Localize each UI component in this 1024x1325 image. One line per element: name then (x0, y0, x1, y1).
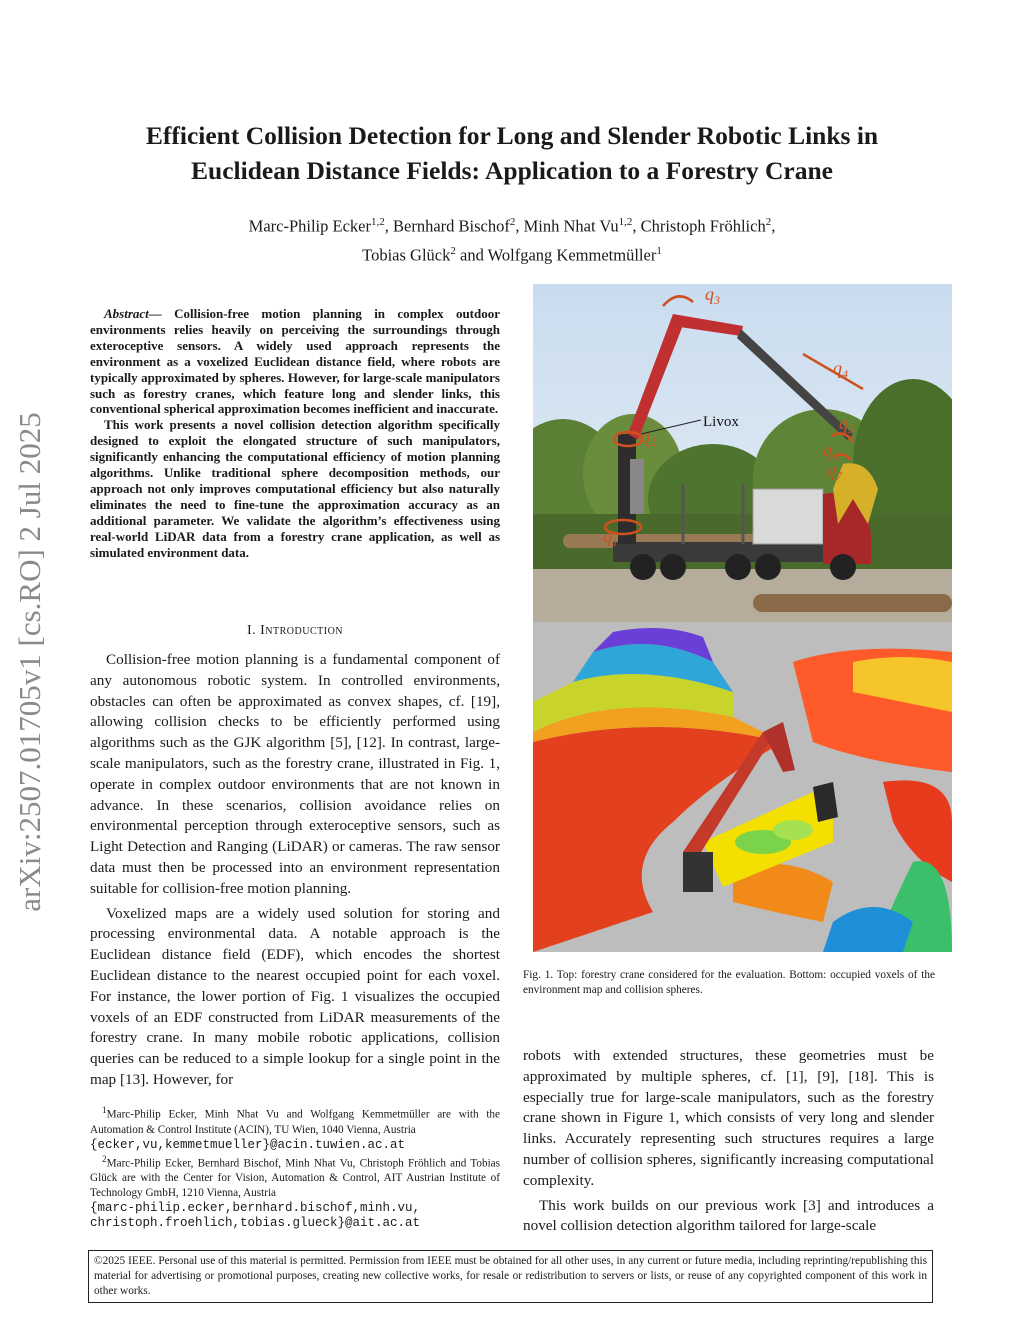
paper-title (70, 118, 954, 188)
title-line-1: Efficient Collision Detection for Long and Slender Robotic Links in (145, 121, 879, 150)
figure-crane-photo (533, 284, 952, 622)
right-paragraph-2: This work builds on our previous work [3] and introduces a novel collision detection algorithm tailored for large-scale (523, 1196, 934, 1235)
author-name: Minh Nhat Vu (523, 216, 619, 236)
footnote-2: $^2$Marc-Philip Ecker, Bernhard Bischof, Minh Nhat Vu, Christoph Fröhlich and Tobias Glück are with the Center for Vision, Automation & Control, AIT Austrian Institute of Technology GmbH, 1210 Vienna, Austria {marc-philip.ecker,bernhard.bischof,minh.vu, christoph.froehlich,tobias.glueck}@ait.ac.at (90, 1154, 500, 1231)
footnote-1: $^1$Marc-Philip Ecker, Minh Nhat Vu and Wolfgang Kemmetmüller are with the Automation & Control Institute (ACIN), TU Wien, 1040 Vienna, Austria {ecker,vu,kemmetmueller}@acin.tuwien.ac.at (90, 1106, 500, 1152)
author-line-2: Tobias Glück$^2$ and Wolfgang Kemmetmüller$^1$ (362, 244, 662, 264)
label-q3: $q_3$ (705, 284, 720, 307)
abstract-label: Abstract (104, 306, 149, 321)
log (753, 594, 952, 612)
author-name: Wolfgang Kemmetmüller (487, 245, 657, 264)
right-column-body (523, 1046, 934, 1241)
title-line-2: Euclidean Distance Fields: Application to a Forestry Crane (191, 156, 833, 185)
intro-paragraph-1: Collision-free motion planning is a fundamental component of any autonomous robotic system. In controlled environments, obstacles can often be approximated as convex shapes, cf. [19], allowing collision checks to be efficiently performed using algorithms such as the GJK algorithm [5], [12]. In contrast, large-scale manipulators, such as the forestry crane, illustrated in Fig. 1, operate in complex outdoor environments that are not known in advance. In these scenarios, collision avoidance relies on environmental perception through exteroceptive sensors, such as Light Detection and Ranging (LiDAR) or cameras. The raw sensor data must then be processed into an environment representation suitable for collision-free motion planning. (90, 651, 500, 897)
voxel-map-illustration (533, 622, 952, 952)
arxiv-stamp: arXiv:2507.01705v1 [cs.RO] 2 Jul 2025 (12, 412, 47, 912)
figure-caption: Fig. 1. Top: forestry crane considered for the evaluation. Bottom: occupied voxels of the environment map and collision spheres. (523, 969, 935, 996)
email-acin: {ecker,vu,kemmetmueller}@acin.tuwien.ac.at (90, 1137, 406, 1152)
right-paragraph-1: robots with extended structures, these geometries must be approximated by multiple spheres, cf. [1], [9], [18]. This is especially true for large-scale manipulators, such as the forestry crane shown in Figure 1, which consists of very long and slender links. Accurately representing such structures requires a large number of collision spheres, significantly increasing computational complexity. (523, 1047, 934, 1189)
label-q1: $q_1$ (603, 526, 618, 549)
email-ait-2: christoph.froehlich,tobias.glueck}@ait.ac.at (90, 1216, 421, 1231)
label-q5: $q_5$ (839, 413, 854, 436)
author-affil: 1 (656, 244, 662, 257)
author-line-1: Marc-Philip Ecker$^{1,2}$, Bernhard Bischof$^2$, Minh Nhat Vu$^{1,2}$, Christoph Fröhlich$^2$, (248, 216, 776, 236)
figure-lidar-voxels (533, 622, 952, 952)
author-name: Tobias Glück (362, 245, 451, 264)
author-name: Christoph Fröhlich (640, 216, 766, 236)
copyright-notice: ©2025 IEEE. Personal use of this material is permitted. Permission from IEEE must be obtained for all other uses, in any current or future media, including reprinting/republishing this material for advertising or promotional purposes, creating new collective works, for resale or redistribution to servers or lists, or reuse of any copyrighted component of this work in other works. (88, 1250, 933, 1303)
abstract-paragraph-1: Abstract— Collision-free motion planning in complex outdoor environments relies heavily on perceiving the surroundings through exteroceptive sensors. A widely used approach represents the environment as a voxelized Euclidean distance field, where robots are typically approximated by spheres. However, for large-scale manipulators such as forestry cranes, which feature long and slender links, this conventional spherical approximation becomes inefficient and inaccurate. (90, 306, 501, 417)
label-q4: $q_4$ (833, 358, 848, 381)
author-affil: 1,2 (371, 216, 385, 228)
intro-paragraph-2: Voxelized maps are a widely used solution for storing and processing environmental data. A notable approach is the Euclidean distance field (EDF), which encodes the shortest Euclidean distance to the nearest occupied point for each voxel. For instance, the lower portion of Fig. 1 visualizes the occupied voxels of an EDF constructed from LiDAR measurements of the forestry crane. In many mobile robotic applications, collision queries can be reduced to a simple lookup for a single point in the map [13]. However, for (90, 904, 500, 1088)
author-affil: 2 (765, 216, 772, 228)
label-q6: $q_6$ (823, 440, 838, 463)
introduction-body (90, 650, 500, 1095)
author-affil: 1,2 (618, 216, 633, 228)
section-heading-introduction: I. Introduction (246, 623, 344, 638)
author-name: Marc-Philip Ecker (248, 216, 371, 236)
truck-box (753, 489, 823, 544)
author-list (100, 210, 924, 267)
author-affil: 2 (509, 216, 516, 228)
affiliation-footnotes (90, 1104, 500, 1231)
crane-photo-illustration (533, 284, 952, 622)
abstract-paragraph-2: This work presents a novel collision detection algorithm specifically designed to exploit the elongated structure of such manipulators, significantly enhancing the computational efficiency of motion planning algorithms. Unlike traditional sphere decomposition methods, our approach not only improves computational efficiency but also naturally eliminates the need to fine-tune the approximation accuracy as an additional parameter. We validate the algorithm’s effectiveness using real-world LiDAR data from a forestry crane application, as well as simulated environment data. (90, 417, 500, 560)
abstract (90, 306, 500, 561)
author-affil: 2 (450, 244, 456, 257)
label-livox: Livox (703, 414, 739, 430)
author-name: Bernhard Bischof (393, 216, 510, 236)
label-q7: $q_7$ (827, 460, 842, 483)
label-q2: $q_2$ (641, 426, 656, 449)
email-ait-1: {marc-philip.ecker,bernhard.bischof,minh.vu, (90, 1201, 421, 1216)
crane-control-box (630, 459, 644, 514)
